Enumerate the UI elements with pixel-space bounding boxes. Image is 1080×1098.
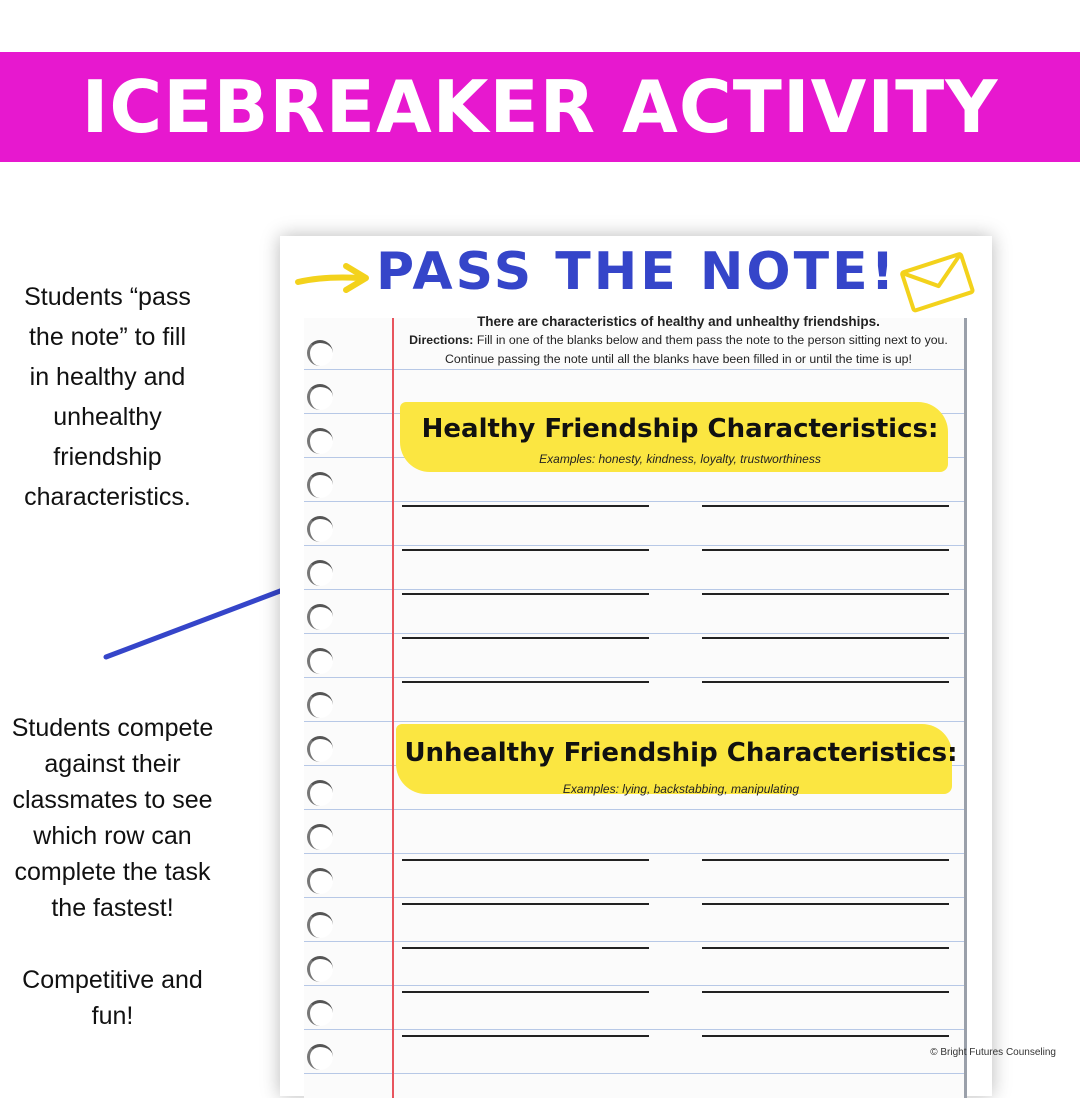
binder-hole-icon (307, 780, 333, 806)
binder-hole-icon (307, 736, 333, 762)
binder-hole-icon (307, 1044, 333, 1070)
side-note-top (0, 277, 215, 517)
worksheet-preview (280, 236, 992, 1096)
binder-hole-icon (307, 912, 333, 938)
binder-hole-icon (307, 560, 333, 586)
copyright-credit: © Bright Futures Counseling (930, 1047, 1056, 1058)
answer-blank[interactable] (702, 593, 949, 595)
answer-blank[interactable] (402, 637, 649, 639)
answer-blank[interactable] (402, 1035, 649, 1037)
binder-hole-icon (307, 692, 333, 718)
directions-text (396, 331, 961, 369)
answer-blank[interactable] (702, 549, 949, 551)
title-banner (0, 52, 1080, 162)
answer-blank[interactable] (702, 1035, 949, 1037)
unhealthy-title: Unhealthy Friendship Characteristics: (404, 738, 958, 768)
answer-blank[interactable] (402, 593, 649, 595)
unhealthy-examples: Examples: lying, backstabbing, manipulating (562, 782, 800, 796)
side-note-line: the note” to fill (28, 323, 187, 351)
binder-hole-icon (307, 956, 333, 982)
side-note-line: fun! (91, 1002, 134, 1030)
healthy-title: Healthy Friendship Characteristics: (421, 414, 939, 444)
binder-hole-icon (307, 384, 333, 410)
side-note-line: Competitive and (22, 966, 203, 994)
answer-blank[interactable] (702, 991, 949, 993)
red-margin-line (392, 318, 394, 1098)
answer-blank[interactable] (702, 947, 949, 949)
answer-blank[interactable] (402, 991, 649, 993)
directions-label: Directions: (409, 333, 474, 347)
worksheet-intro (396, 312, 961, 369)
binder-hole-icon (307, 648, 333, 674)
side-note-line: friendship (53, 443, 162, 471)
binder-holes (304, 318, 344, 1098)
binder-hole-icon (307, 472, 333, 498)
banner-title: ICEBREAKER ACTIVITY (81, 65, 999, 149)
directions-body: Fill in one of the blanks below and them pass the note to the person sitting next to you. Continue passing the note until all the blanks have been filled in or until the time is up! (445, 333, 948, 366)
binder-hole-icon (307, 604, 333, 630)
binder-hole-icon (307, 1000, 333, 1026)
binder-hole-icon (307, 868, 333, 894)
envelope-icon (898, 246, 978, 316)
intro-heading: There are characteristics of healthy and unhealthy friendships. (477, 314, 880, 329)
answer-blank[interactable] (402, 681, 649, 683)
binder-hole-icon (307, 824, 333, 850)
answer-blank[interactable] (402, 903, 649, 905)
answer-blank[interactable] (702, 903, 949, 905)
answer-blank[interactable] (702, 681, 949, 683)
side-note-line: unhealthy (53, 403, 162, 431)
side-note-line: characteristics. (24, 483, 191, 511)
side-note-line: which row can (33, 822, 192, 850)
answer-blank[interactable] (702, 505, 949, 507)
side-note-line: the fastest! (51, 894, 174, 922)
healthy-examples: Examples: honesty, kindness, loyalty, trustworthiness (539, 452, 821, 466)
side-note-line: in healthy and (29, 363, 186, 391)
binder-hole-icon (307, 340, 333, 366)
binder-hole-icon (307, 428, 333, 454)
worksheet-title: PASS THE NOTE! (376, 242, 898, 302)
worksheet-header (280, 236, 992, 316)
side-note-line: complete the task (14, 858, 211, 886)
answer-blank[interactable] (402, 859, 649, 861)
side-note-line: Students compete (11, 714, 214, 742)
side-note-line: classmates to see (12, 786, 213, 814)
yellow-arrow-icon (294, 258, 374, 298)
side-note-bottom (0, 710, 225, 1034)
side-note-line: Students “pass (24, 283, 191, 311)
binder-hole-icon (307, 516, 333, 542)
side-note-line: against their (44, 750, 181, 778)
answer-blank[interactable] (402, 947, 649, 949)
notebook-paper (304, 314, 967, 1098)
answer-blank[interactable] (402, 549, 649, 551)
answer-blank[interactable] (402, 505, 649, 507)
answer-blank[interactable] (702, 637, 949, 639)
answer-blank[interactable] (702, 859, 949, 861)
